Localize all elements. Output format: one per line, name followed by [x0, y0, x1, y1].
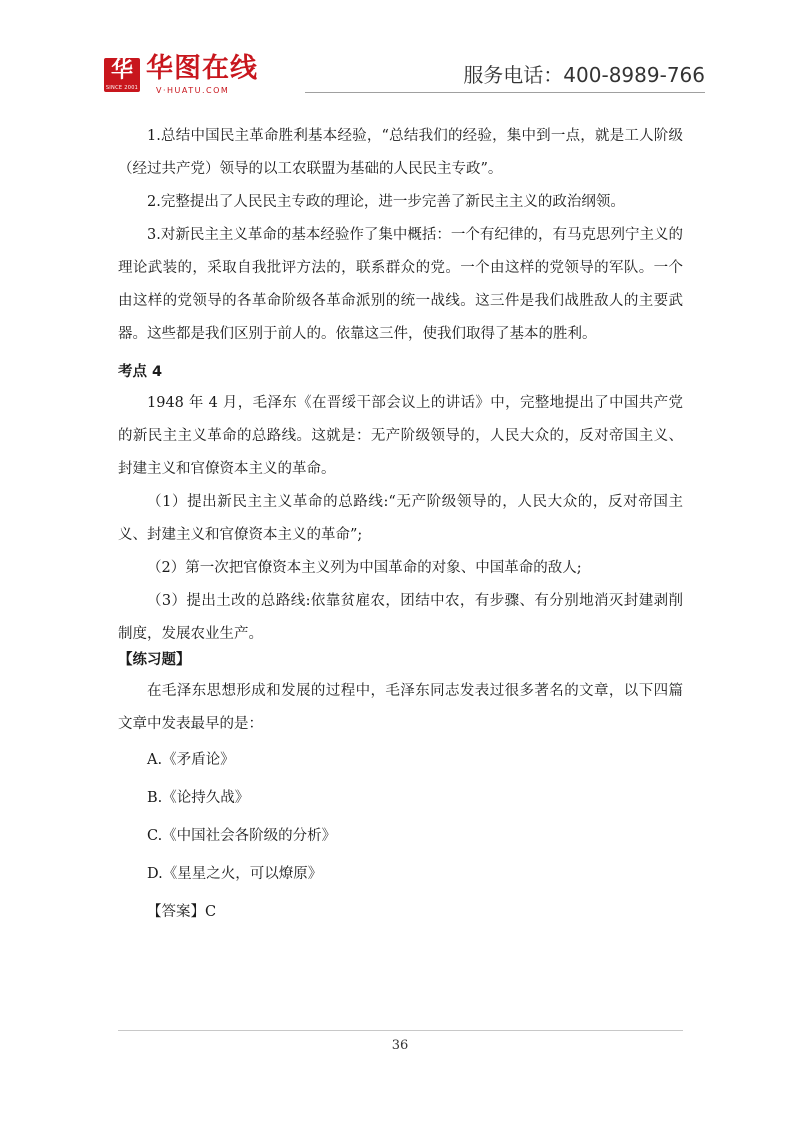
paragraph-3: 3.对新民主主义革命的基本经验作了集中概括：一个有纪律的，有马克思列宁主义的理论武装的，采取自我批评方法的，联系群众的党。一个由这样的党领导的军队。一个由这样的党领导的各革命阶级各革命派别的统一战线。这三件是我们战胜敌人的主要武器。这些都是我们区别于前人的。依靠这三件，使我们取得了基本的胜利。 [118, 227, 683, 342]
page-header [0, 0, 800, 100]
answer: 【答案】C [147, 904, 217, 920]
paragraph-6: （2）第一次把官僚资本主义列为中国革命的对象、中国革命的敌人; [147, 560, 582, 576]
option-b: B.《论持久战》 [147, 790, 250, 806]
header-divider [305, 92, 705, 93]
logo-name: 华图在线 [146, 53, 258, 84]
paragraph-2: 2.完整提出了人民民主专政的理论，进一步完善了新民主主义的政治纲领。 [147, 194, 625, 210]
service-phone: 服务电话：400-8989-766 [463, 63, 705, 87]
paragraph-5: （1）提出新民主主义革命的总路线:“无产阶级领导的，人民大众的，反对帝国主义、封建主义和官僚资本主义的革命”; [118, 494, 683, 543]
section-heading-kaodian: 考点 4 [118, 364, 163, 380]
exercise-question: 在毛泽东思想形成和发展的过程中，毛泽东同志发表过很多著名的文章，以下四篇文章中发表最早的是： [118, 683, 683, 732]
huatu-logo-icon [104, 58, 140, 92]
option-c: C.《中国社会各阶级的分析》 [147, 828, 337, 844]
footer-divider [118, 1030, 683, 1031]
logo-domain: V·HUATU.COM [156, 86, 230, 95]
option-d: D.《星星之火，可以燎原》 [147, 866, 323, 882]
page-number: 36 [391, 1038, 409, 1053]
exercise-heading: 【练习题】 [118, 652, 191, 668]
paragraph-7: （3）提出土改的总路线:依靠贫雇农，团结中农，有步骤、有分别地消灭封建剥削制度，发展农业生产。 [118, 593, 683, 642]
paragraph-4: 1948 年 4 月，毛泽东《在晋绥干部会议上的讲话》中，完整地提出了中国共产党的新民主主义革命的总路线。这就是：无产阶级领导的，人民大众的，反对帝国主义、封建主义和官僚资本主义的革命。 [118, 395, 683, 477]
document-body [118, 120, 683, 931]
logo-glyph: 华 [110, 58, 133, 83]
option-a: A.《矛盾论》 [147, 752, 235, 768]
logo-since: SINCE 2001 [105, 85, 139, 91]
paragraph-1: 1.总结中国民主革命胜利基本经验，“总结我们的经验，集中到一点，就是工人阶级（经过共产党）领导的以工农联盟为基础的人民民主专政”。 [118, 128, 683, 177]
